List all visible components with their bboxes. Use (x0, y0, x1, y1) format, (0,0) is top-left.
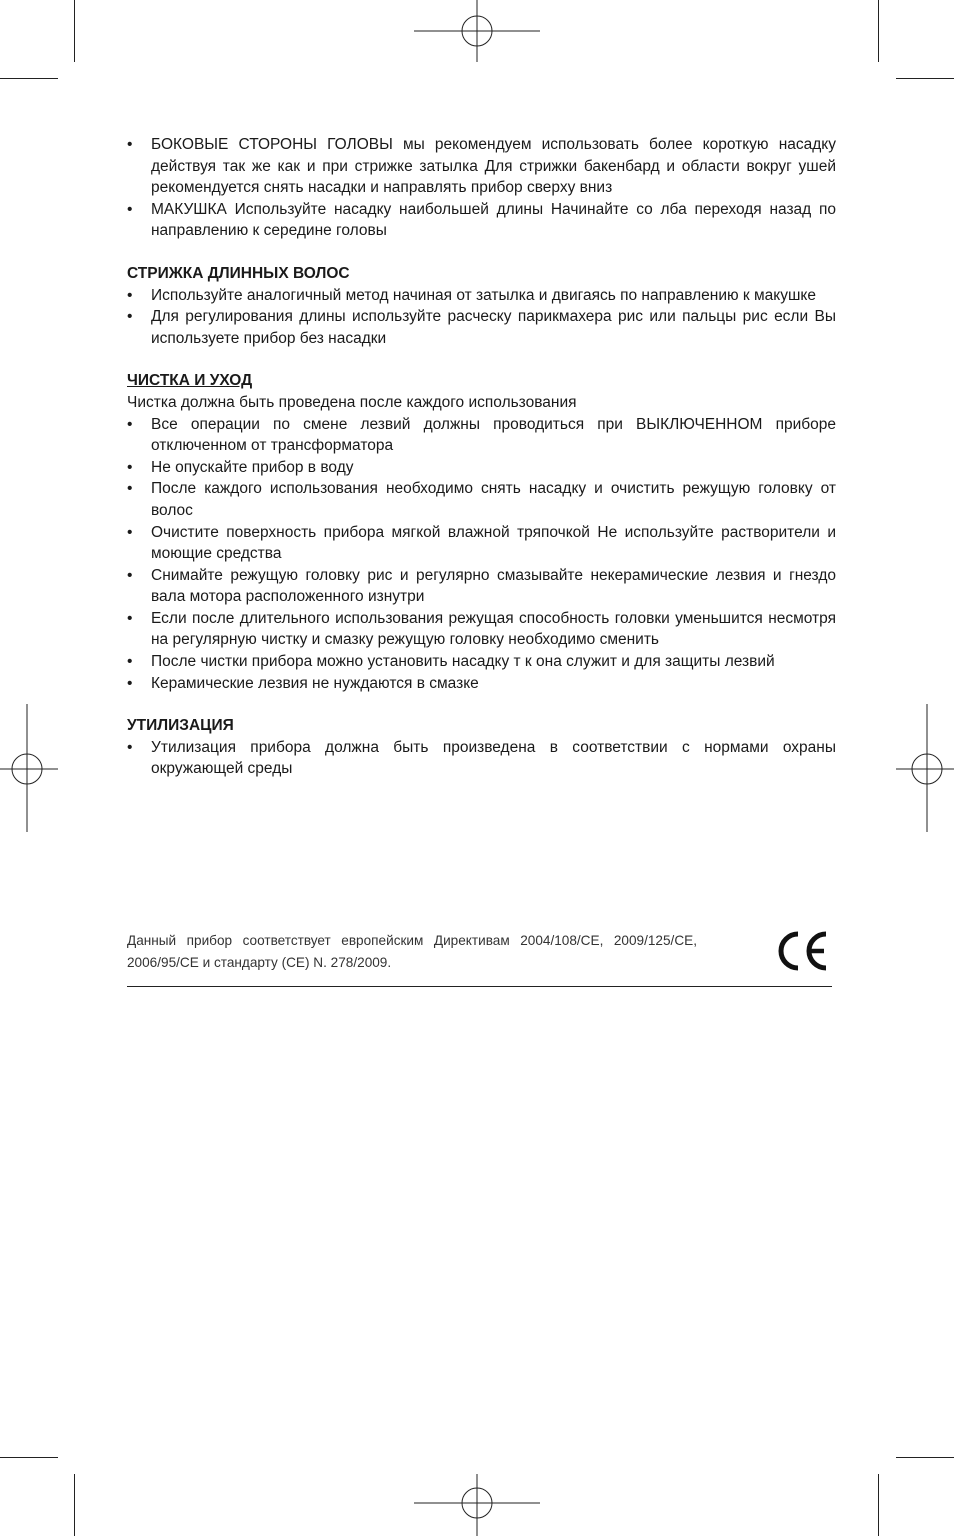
list-item: • Снимайте режущую головку рис и регулярно смазывайте некерамические лезвия и гнездо вала мотора расположенного изнутри (127, 565, 836, 608)
ce-mark-icon (776, 930, 832, 972)
list-item: • Очистите поверхность прибора мягкой влажной тряпочкой Не используйте растворители и моющие средства (127, 522, 836, 565)
intro-list (127, 134, 836, 242)
compliance-text: Данный прибор соответствует европейским Директивам 2004/108/CE, 2009/125/CE, 2006/95/CE и стандарту (CE) N. 278/2009. (127, 933, 697, 970)
registration-mark-icon (0, 704, 58, 832)
list-item: • Керамические лезвия не нуждаются в смазке (127, 673, 836, 695)
section-heading: СТРИЖКА ДЛИННЫХ ВОЛОС (127, 264, 350, 282)
registration-mark-icon (896, 704, 954, 832)
manual-content (127, 134, 836, 780)
registration-mark-icon (414, 0, 540, 62)
list-item: • Не опускайте прибор в воду (127, 457, 836, 479)
compliance-footer (127, 930, 832, 987)
list-item: • После каждого использования необходимо снять насадку и очистить режущую головку от волос (127, 478, 836, 521)
list-item: • Все операции по смене лезвий должны проводиться при ВЫКЛЮЧЕННОМ приборе отключенном от трансформатора (127, 414, 836, 457)
care-section (127, 370, 836, 694)
section-heading: УТИЛИЗАЦИЯ (127, 717, 234, 735)
long-hair-section (127, 263, 836, 349)
section-intro: Чистка должна быть проведена после каждого использования (127, 393, 577, 411)
registration-mark-icon (414, 1474, 540, 1536)
list-item: • БОКОВЫЕ СТОРОНЫ ГОЛОВЫ мы рекомендуем использовать более короткую насадку действуя так же как и при стрижке затылка Для стрижки бакенбард и области вокруг ушей рекомендуется снять насадки и направлять прибор сверху вниз (127, 134, 836, 199)
long-hair-list (127, 285, 836, 350)
list-item: • Для регулирования длины используйте расческу парикмахера рис или пальцы рис если Вы используете прибор без насадки (127, 306, 836, 349)
list-item: • Утилизация прибора должна быть произведена в соответствии с нормами охраны окружающей среды (127, 737, 836, 780)
disposal-list (127, 737, 836, 780)
list-item: • Если после длительного использования режущая способность головки уменьшится несмотря на регулярную чистку и смазку режущую головку необходимо сменить (127, 608, 836, 651)
list-item: • Используйте аналогичный метод начиная от затылка и двигаясь по направлению к макушке (127, 285, 836, 307)
list-item: • МАКУШКА Используйте насадку наибольшей длины Начинайте со лба переходя назад по направлению к середине головы (127, 199, 836, 242)
list-item: • После чистки прибора можно установить насадку т к она служит и для защиты лезвий (127, 651, 836, 673)
section-heading: ЧИСТКА И УХОД (127, 372, 253, 390)
care-list (127, 414, 836, 695)
disposal-section (127, 715, 836, 780)
